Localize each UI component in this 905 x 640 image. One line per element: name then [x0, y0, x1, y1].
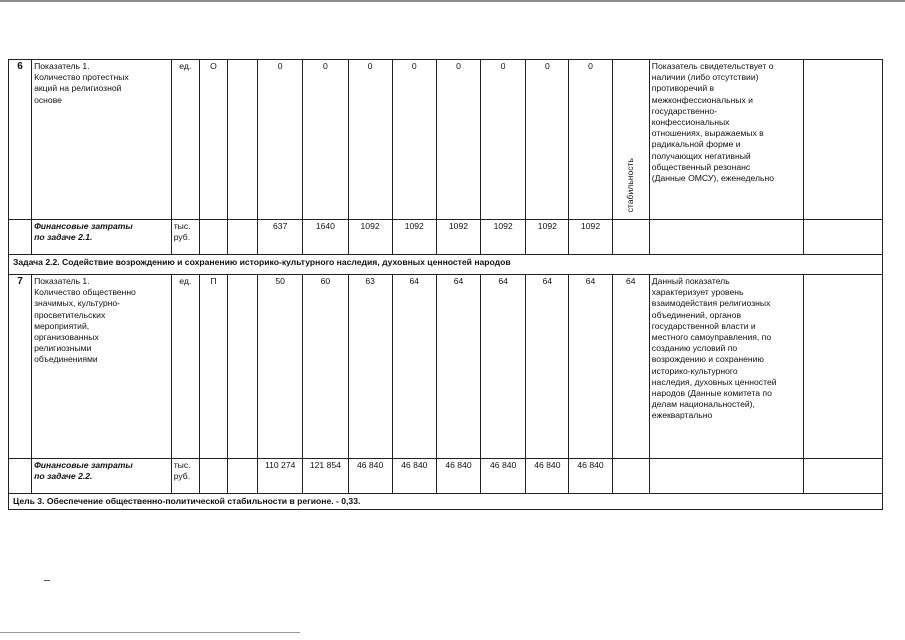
- value-cell: 64: [526, 275, 569, 459]
- empty-cell: [649, 459, 803, 494]
- description-line: получающих негативный: [651, 150, 751, 161]
- indicators-table: [8, 59, 883, 510]
- empty-cell: [227, 60, 257, 220]
- description-line: возрождению и сохранению: [651, 354, 764, 365]
- indicator-title: Показатель 1.: [34, 276, 90, 286]
- value-cell: 46 840: [436, 459, 480, 494]
- description-line: межконфессиональных и: [651, 94, 753, 105]
- value-cell: 64: [612, 275, 649, 459]
- description-line: наличии (либо отсутствии): [651, 72, 759, 83]
- description-line: конфессиональных: [651, 117, 730, 128]
- value-cell: 46 840: [392, 459, 436, 494]
- row-number: 7: [9, 275, 32, 459]
- unit-line: тыс.: [173, 460, 191, 470]
- description-line: государственной власти и: [651, 320, 756, 331]
- value-cell: 0: [348, 60, 392, 220]
- description-line: народов (Данные комитета по: [651, 388, 772, 399]
- description-line: Данный показатель: [651, 276, 730, 286]
- value-cell: 63: [348, 275, 392, 459]
- empty-cell: [227, 275, 257, 459]
- description-line: созданию условий по: [651, 343, 738, 354]
- value-cell: 64: [392, 275, 436, 459]
- vertical-label: стабильность: [625, 158, 636, 213]
- stray-mark: [44, 580, 50, 581]
- empty-cell: [227, 220, 257, 255]
- description-line: историко-культурного: [651, 365, 738, 376]
- unit-line: тыс.: [173, 221, 191, 231]
- finance-label-cell: [32, 220, 172, 255]
- table-row-7: [9, 275, 883, 459]
- indicator-line: основе: [34, 94, 62, 105]
- task-heading: Задача 2.2. Содействие возрождению и сохранению историко-культурного наследия, духовных ценностей народов: [9, 255, 883, 275]
- description-line: характеризует уровень: [651, 287, 744, 298]
- value-cell: 0: [526, 60, 569, 220]
- goal-heading: Цель 3. Обеспечение общественно-политической стабильности в регионе. - 0,33.: [9, 494, 883, 510]
- description-line: местного самоуправления, по: [651, 332, 772, 343]
- description-line: объединений, органов: [651, 309, 742, 320]
- indicator-line: Количество общественно: [34, 287, 136, 298]
- finance-label: Финансовые затраты: [34, 460, 133, 470]
- description-line: делам национальностей),: [651, 399, 755, 410]
- description-line: Показатель свидетельствует о: [651, 61, 774, 71]
- value-cell: 0: [569, 60, 612, 220]
- unit-cell: [171, 220, 199, 255]
- value-cell: 64: [569, 275, 612, 459]
- empty-cell: [9, 459, 32, 494]
- value-cell: 46 840: [526, 459, 569, 494]
- value-cell: 0: [481, 60, 526, 220]
- description-line: (Данные ОМСУ), еженедельно: [651, 173, 775, 184]
- value-cell: 1640: [303, 220, 348, 255]
- scan-bottom-edge: [0, 632, 300, 633]
- empty-cell: [199, 459, 227, 494]
- value-cell: 46 840: [348, 459, 392, 494]
- empty-cell: [227, 459, 257, 494]
- type-cell: П: [199, 275, 227, 459]
- value-cell: 121 854: [303, 459, 348, 494]
- finance-label: по задаче 2.1.: [34, 232, 93, 243]
- goal-row: [9, 494, 883, 510]
- indicator-line: мероприятий,: [34, 320, 90, 331]
- unit-cell: ед.: [171, 275, 199, 459]
- description-line: государственно-: [651, 105, 718, 116]
- value-cell: 50: [258, 275, 303, 459]
- unit-cell: [171, 459, 199, 494]
- indicator-cell: [32, 275, 172, 459]
- vertical-text-cell: [612, 60, 649, 220]
- table-row-finance-2-2: [9, 459, 883, 494]
- empty-cell: [9, 220, 32, 255]
- value-cell: 0: [303, 60, 348, 220]
- indicator-line: просветительских: [34, 309, 106, 320]
- row-number: 6: [9, 60, 32, 220]
- value-cell: 60: [303, 275, 348, 459]
- description-line: отношениях, выражаемых в: [651, 128, 764, 139]
- value-cell: 0: [392, 60, 436, 220]
- value-cell: 64: [436, 275, 480, 459]
- value-cell: 1092: [569, 220, 612, 255]
- value-cell: 0: [258, 60, 303, 220]
- unit-cell: ед.: [171, 60, 199, 220]
- value-cell: 64: [481, 275, 526, 459]
- description-line: общественный резонанс: [651, 161, 751, 172]
- empty-cell: [803, 60, 883, 220]
- description-line: ежеквартально: [651, 410, 713, 421]
- description-line: взаимодействия религиозных: [651, 298, 771, 309]
- value-cell: 1092: [436, 220, 480, 255]
- indicator-line: организованных: [34, 332, 99, 343]
- empty-cell: [803, 459, 883, 494]
- empty-cell: [803, 220, 883, 255]
- indicator-cell: [32, 60, 172, 220]
- value-cell: 637: [258, 220, 303, 255]
- task-row: [9, 255, 883, 275]
- value-cell: 1092: [392, 220, 436, 255]
- unit-line: руб.: [173, 232, 191, 243]
- description-line: наследия, духовных ценностей: [651, 376, 777, 387]
- indicator-line: объединениями: [34, 354, 98, 365]
- value-cell: 1092: [526, 220, 569, 255]
- value-cell: 110 274: [258, 459, 303, 494]
- empty-cell: [612, 459, 649, 494]
- empty-cell: [199, 220, 227, 255]
- scan-top-edge: [0, 0, 905, 2]
- empty-cell: [612, 220, 649, 255]
- empty-cell: [803, 275, 883, 459]
- finance-label-cell: [32, 459, 172, 494]
- value-cell: 46 840: [569, 459, 612, 494]
- indicator-title: Показатель 1.: [34, 61, 90, 71]
- unit-line: руб.: [173, 471, 191, 482]
- indicator-line: значимых, культурно-: [34, 298, 120, 309]
- indicator-line: религиозными: [34, 343, 92, 354]
- description-line: противоречий в: [651, 83, 715, 94]
- table-row-6: [9, 60, 883, 220]
- description-cell: [649, 275, 803, 459]
- description-line: радикальной форме и: [651, 139, 741, 150]
- type-cell: О: [199, 60, 227, 220]
- empty-cell: [649, 220, 803, 255]
- indicator-line: Количество протестных: [34, 72, 129, 83]
- finance-label: Финансовые затраты: [34, 221, 133, 231]
- table-row-finance-2-1: [9, 220, 883, 255]
- indicator-line: акций на религиозной: [34, 83, 122, 94]
- value-cell: 1092: [481, 220, 526, 255]
- value-cell: 0: [436, 60, 480, 220]
- description-cell: [649, 60, 803, 220]
- value-cell: 1092: [348, 220, 392, 255]
- finance-label: по задаче 2.2.: [34, 471, 93, 482]
- value-cell: 46 840: [481, 459, 526, 494]
